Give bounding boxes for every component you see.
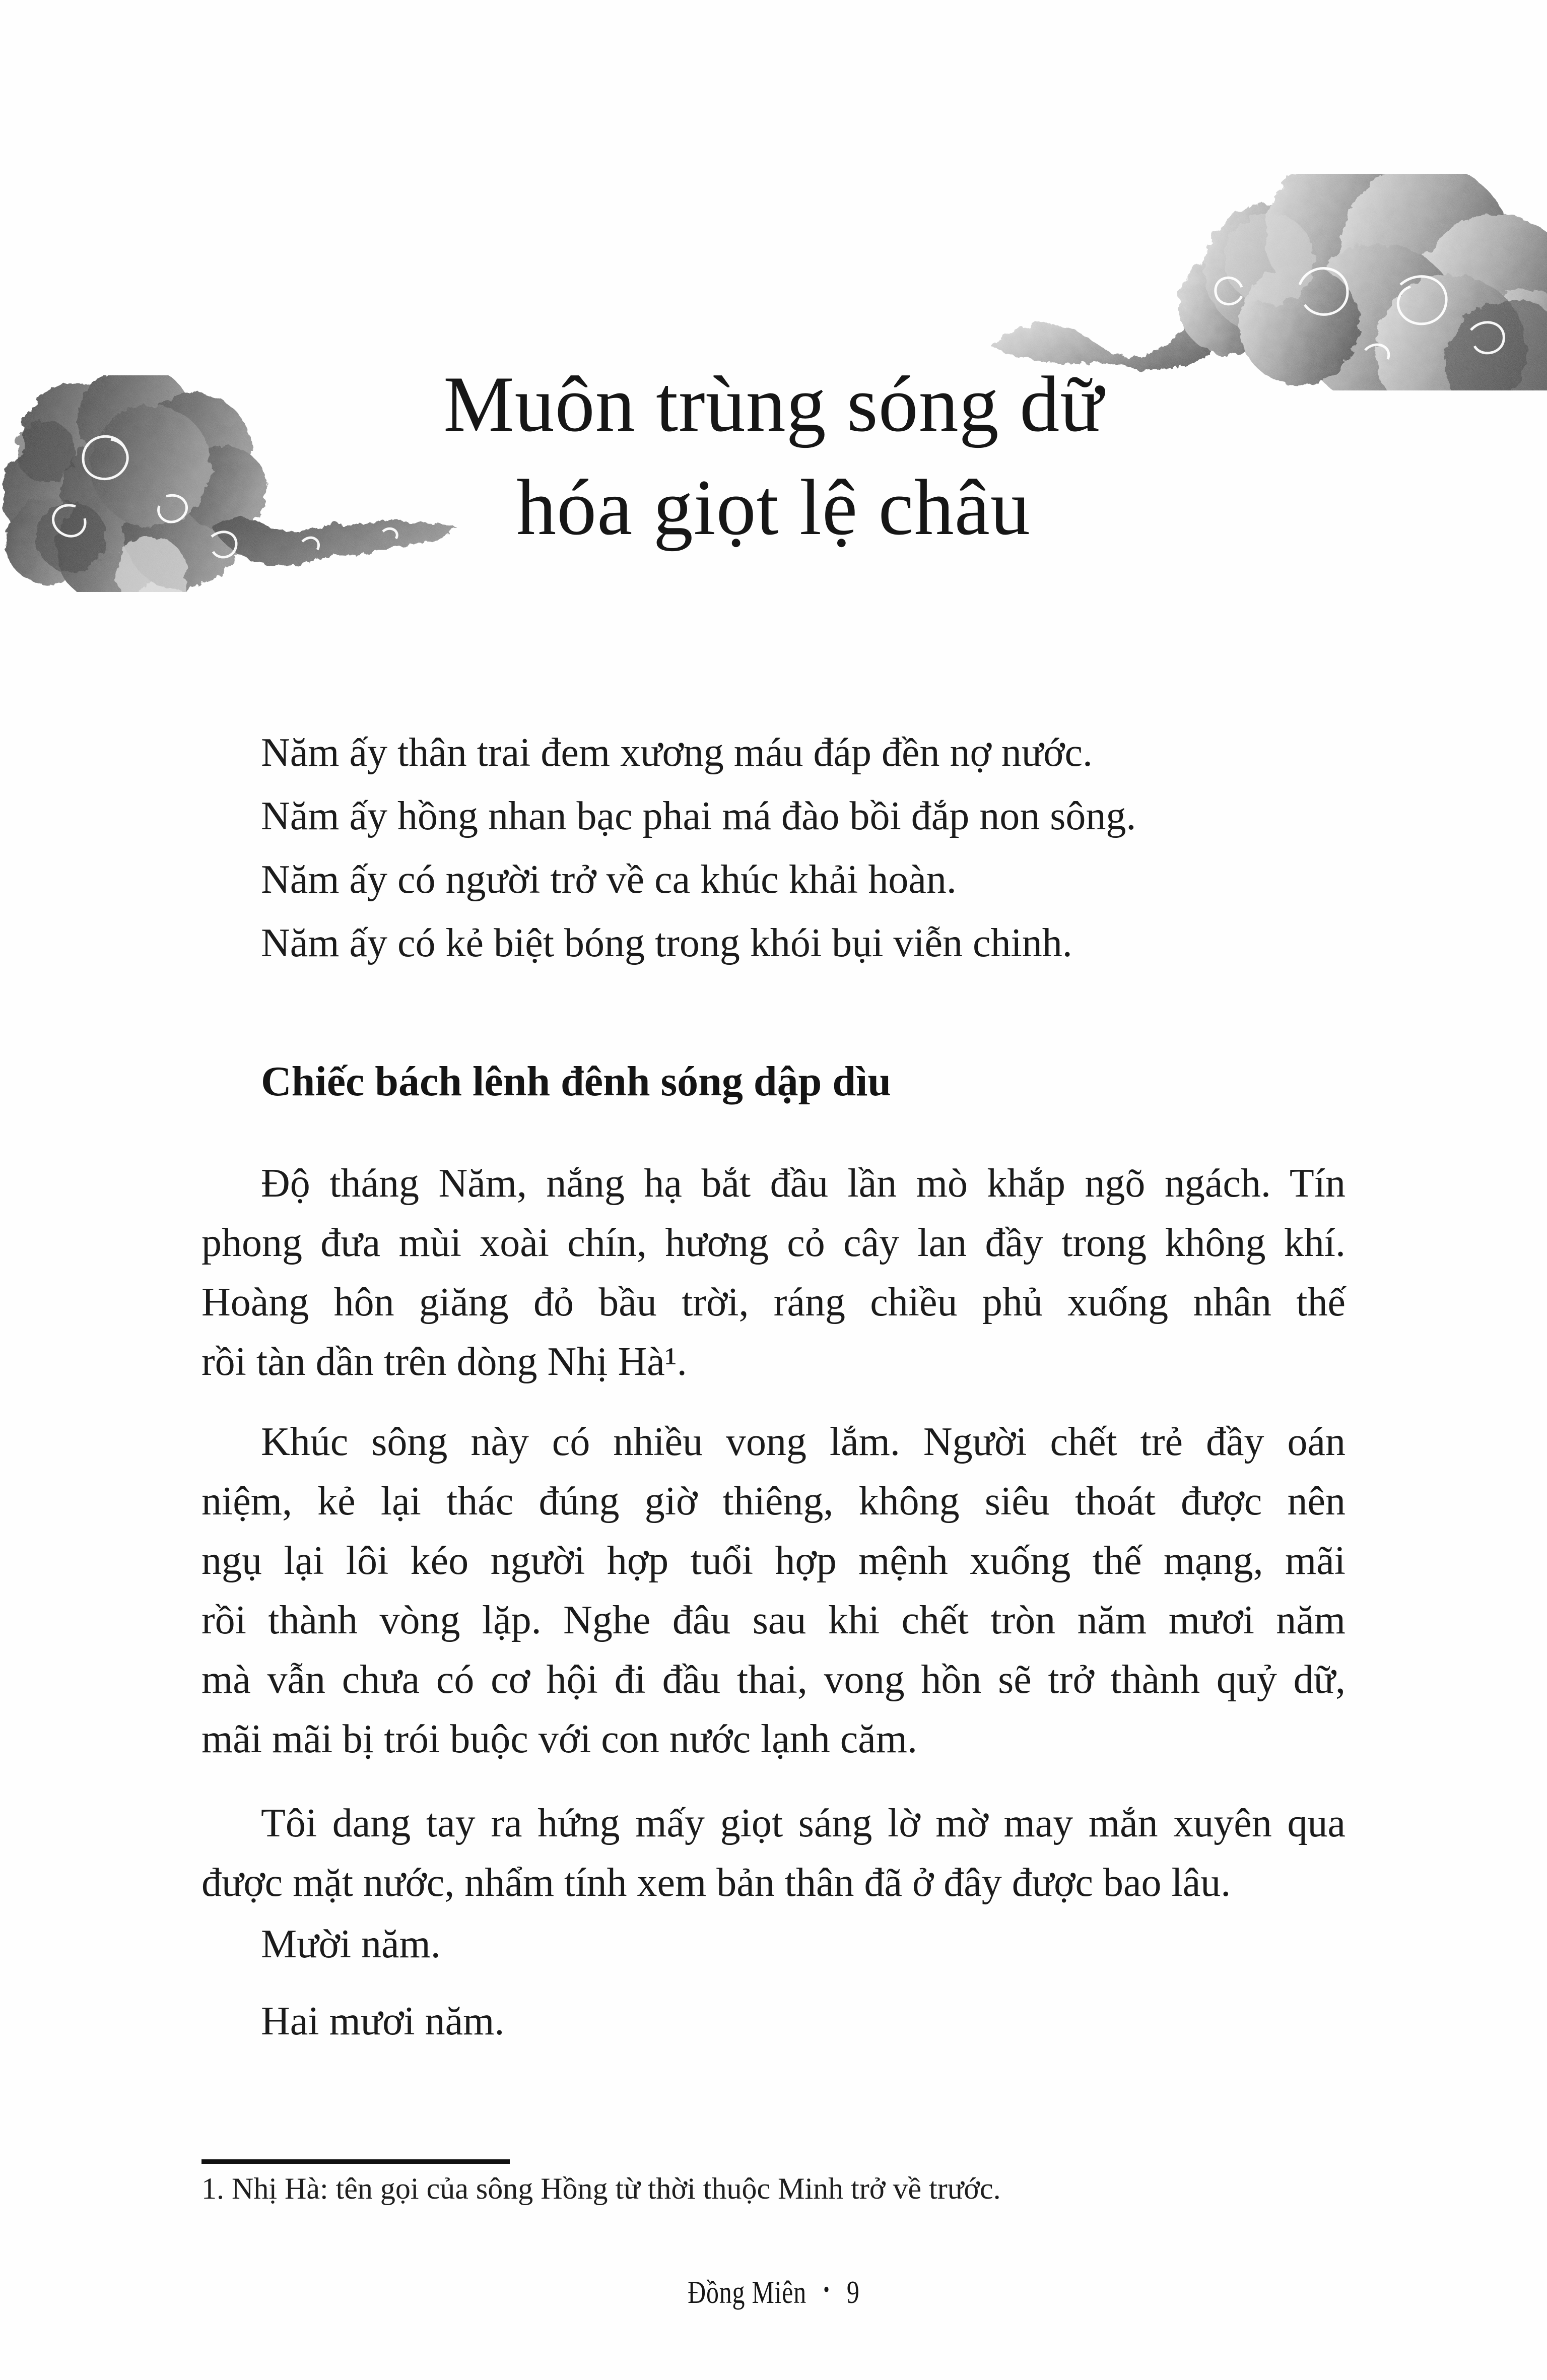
verse-line: Năm ấy có kẻ biệt bóng trong khói bụi viễn chinh. <box>261 921 1072 965</box>
verse-line: Năm ấy có người trở về ca khúc khải hoàn. <box>261 857 957 902</box>
section-heading: Chiếc bách lênh đênh sóng dập dìu <box>261 1058 892 1105</box>
page-number: 9 <box>846 2274 860 2310</box>
paragraph-line: rồi thành vòng lặp. Nghe đâu sau khi chết tròn năm mươi năm <box>201 1598 1346 1642</box>
paragraph <box>201 1154 1346 1392</box>
paragraph-line: được mặt nước, nhẩm tính xem bản thân đã ở đây được bao lâu. <box>201 1861 1231 1905</box>
paragraph <box>201 1794 1346 1912</box>
paragraph-line: ngụ lại lôi kéo người hợp tuổi hợp mệnh xuống thế mạng, mãi <box>201 1539 1346 1583</box>
footer-inner <box>688 2270 859 2312</box>
running-title: Đồng Miên <box>687 2274 806 2310</box>
paragraph-line: mà vẫn chưa có cơ hội đi đầu thai, vong hồn sẽ trở thành quỷ dữ, <box>201 1658 1346 1702</box>
short-paragraph: Hai mươi năm. <box>261 1999 505 2043</box>
paragraph <box>201 1412 1346 1769</box>
paragraph-line: Tôi dang tay ra hứng mấy giọt sáng lờ mờ may mắn xuyên qua <box>261 1801 1346 1845</box>
chapter-title <box>0 353 1547 559</box>
epigraph-verses <box>201 721 1346 975</box>
verse-line: Năm ấy hồng nhan bạc phai má đào bồi đắp non sông. <box>261 794 1136 838</box>
verse-line: Năm ấy thân trai đem xương máu đáp đền nợ nước. <box>261 731 1093 775</box>
short-paragraph: Mười năm. <box>261 1922 441 1966</box>
paragraph-line: mãi mãi bị trói buộc với con nước lạnh căm. <box>201 1717 917 1761</box>
paragraph-line: rồi tàn dần trên dòng Nhị Hà¹. <box>201 1340 687 1384</box>
chapter-title-line1: Muôn trùng sóng dữ <box>443 360 1104 448</box>
footer-separator-icon: • <box>823 2277 830 2302</box>
footnote-divider <box>201 2159 510 2164</box>
paragraph-line: Độ tháng Năm, nắng hạ bắt đầu lần mò khắp ngõ ngách. Tín <box>261 1161 1346 1206</box>
paragraph-line: niệm, kẻ lại thác đúng giờ thiêng, không siêu thoát được nên <box>201 1479 1346 1524</box>
paragraph-line: Hoàng hôn giăng đỏ bầu trời, ráng chiều phủ xuống nhân thế <box>201 1280 1346 1325</box>
footnote: 1. Nhị Hà: tên gọi của sông Hồng từ thời thuộc Minh trở về trước. <box>201 2172 1001 2205</box>
paragraph-line: phong đưa mùi xoài chín, hương cỏ cây lan đầy trong không khí. <box>201 1221 1346 1265</box>
paragraph-line: Khúc sông này có nhiều vong lắm. Người chết trẻ đầy oán <box>261 1420 1346 1464</box>
page-footer <box>0 2270 1547 2312</box>
chapter-title-line2: hóa giọt lệ châu <box>516 464 1031 552</box>
